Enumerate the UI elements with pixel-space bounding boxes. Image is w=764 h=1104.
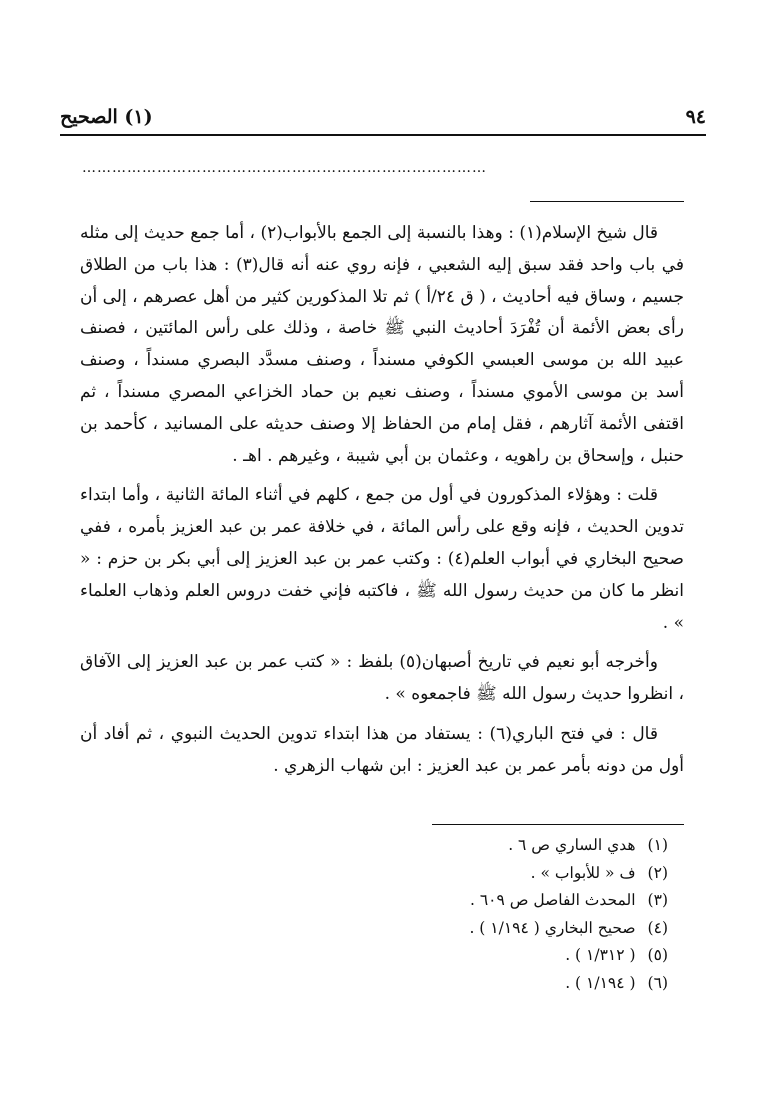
footnote-number: (٤) <box>647 918 668 937</box>
omission-dots: ……………………………………………………………………… <box>82 160 487 176</box>
page-number: ٩٤ <box>685 106 706 128</box>
footnote-rule <box>432 824 684 825</box>
footnote-number: (٦) <box>647 973 668 992</box>
footnote <box>80 887 668 915</box>
header-rule <box>60 134 706 136</box>
page-header <box>60 102 706 132</box>
section-divider <box>530 201 684 202</box>
footnote-number: (٢) <box>647 863 668 882</box>
footnote-text: المحدث الفاصل ص ٦٠٩ . <box>469 891 636 909</box>
footnote <box>80 860 668 888</box>
paragraph: قال شيخ الإسلام(١) : وهذا بالنسبة إلى الجمع بالأبواب(٢) ، أما جمع حديث إلى مثله في باب واحد فقد سبق إليه الشعبي ، فإنه روي عنه أنه قال(٣) : هذا باب من الطلاق جسيم ، وساق فيه أحاديث ، ( ق ٢٤/أ ) ثم تلا المذكورين كثير من أهل عصرهم ، إلى أن رأى بعض الأئمة أن تُفْرَدَ أحاديث النبي ﷺ خاصة ، وذلك على رأس المائتين ، فصنف عبيد الله بن موسى العبسي الكوفي مسنداً ، وصنف مسدَّد البصري مسنداً ، وصنف أسد بن موسى الأموي مسنداً ، وصنف نعيم بن حماد الخزاعي المصري مسنداً ، ثم اقتفى الأئمة آثارهم ، فقل إمام من الحفاظ إلا وصنف حديثه على المسانيد ، كأحمد بن حنبل ، وإسحاق بن راهويه ، وعثمان بن أبي شيبة ، وغيرهم . اهـ . <box>80 223 685 466</box>
footnote-text: ( ١/٣١٢ ) . <box>565 946 636 964</box>
footnote-number: (١) <box>647 836 668 854</box>
footnote-text: هدي الساري ص ٦ . <box>508 836 636 854</box>
footnote <box>80 942 668 970</box>
footnote-text: ف « للأبواب » . <box>530 863 636 882</box>
footnote <box>80 915 668 943</box>
footnote-number: (٥) <box>647 946 668 964</box>
footnote-text: صحيح البخاري ( ١/١٩٤ ) . <box>469 918 636 937</box>
footnote-number: (٣) <box>647 891 668 909</box>
chapter-title: (١) الصحيح <box>60 106 153 128</box>
paragraph: قال : في فتح الباري(٦) : يستفاد من هذا ابتداء تدوين الحديث النبوي ، ثم أفاد أن أول من دونه بأمر عمر بن عبد العزيز : ابن شهاب الزهري . <box>80 723 684 776</box>
footnotes <box>80 832 668 997</box>
footnote <box>80 970 668 998</box>
paragraph: وأخرجه أبو نعيم في تاريخ أصبهان(٥) بلفظ : « كتب عمر بن عبد العزيز إلى الآفاق ، انظروا حديث رسول الله ﷺ فاجمعوه » . <box>80 652 684 705</box>
main-text <box>80 218 684 791</box>
footnote <box>80 832 668 860</box>
footnote-text: ( ١/١٩٤ ) . <box>565 973 636 992</box>
paragraph: قلت : وهؤلاء المذكورون في أول من جمع ، كلهم في أثناء المائة الثانية ، وأما ابتداء تدوين الحديث ، فإنه وقع على رأس المائة ، في خلافة عمر بن عبد العزيز بأمره ، ففي صحيح البخاري في أبواب العلم(٤) : وكتب عمر بن عبد العزيز إلى أبي بكر بن حزم : « انظر ما كان من حديث رسول الله ﷺ ، فاكتبه فإني خفت دروس العلم وذهاب العلماء » . <box>80 485 684 633</box>
